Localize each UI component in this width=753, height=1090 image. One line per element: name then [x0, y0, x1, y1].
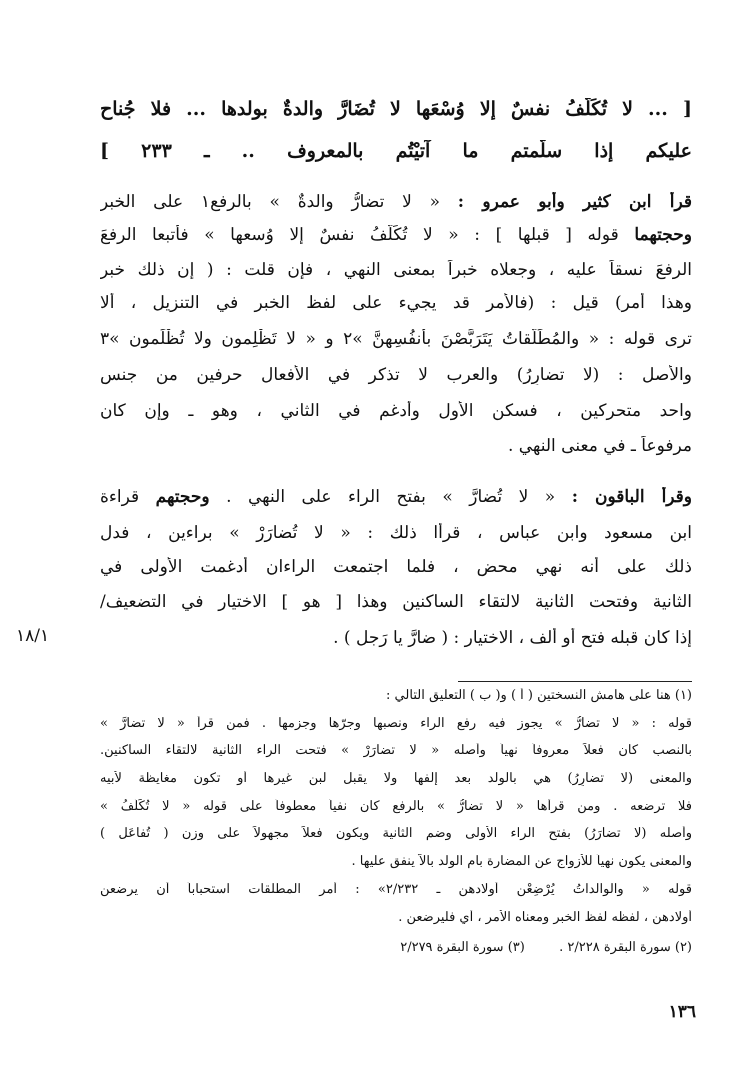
para1-line-5: ترى قوله : « والمُطَلَّقاتُ يَتَرَبَّصْنَ بأنفُسِهِنَّ »٢ و « لا تَظْلِمون ولا تُظْلَمون »٣ — [100, 329, 692, 349]
footnote-1-line-5: فلا ترضعه . ومن قرأها « لا تضارُّ » بالرفع كان نفياً معطوفاً على قوله « لا تُكَلَّفُ » — [100, 799, 692, 814]
others-bold: وقرأ الباقون : — [571, 487, 692, 507]
footnote-2-3 — [100, 940, 692, 955]
verse-line-2-text: عليكم إذا سلَّمتم ما آتيْتُم بالمعروف .. ـ ٢٣٣ ] — [100, 140, 692, 162]
footnote-1-line-4: والمعنى (لا تضارِرُ) هي بالولد بعد إلفها ولا يقبل لبن غيرها أو تكون مغايظة لأبيه — [100, 771, 692, 786]
para2-line-1-mid: « لا تُضارَّ » بفتح الراء على النهي . — [226, 487, 556, 507]
para1-line-6: والأصل : (لا تضارِرُ) والعرب لا تذكر في الأفعال حرفين من جنس — [100, 365, 692, 385]
argument2-bold: وحجتهم — [155, 487, 210, 507]
para1-line-2-text: قوله [ قبلها ] : « لا تُكَلَّفُ نفسٌ إلا وُسعها » فأتبعا الرفعَ — [100, 225, 619, 245]
para2-line-3: ذلك على أنه نهي محض ، فلما اجتمعت الراءان أدغمت الأولى في — [100, 557, 692, 577]
para2-line-5: إذا كان قبله فتح أو ألف ، الاختيار : ( ضارَّ يا رَجل ) . — [333, 628, 692, 648]
footnote-3: (٣) سورة البقرة ٢/٢٧٩ — [400, 940, 525, 955]
verse-line-1: [ ... لا تُكَلَّفُ نفسٌ إلا وُسْعَها لا تُضَارَّ والدةٌ بولدها ... فلا جُناح — [100, 98, 692, 120]
argument-bold: وحجتهما — [634, 225, 692, 245]
footnote-separator — [458, 681, 692, 682]
para1-line-8: مرفوعاً ـ في معنى النهي . — [507, 436, 692, 456]
footnote-1-line-3: بالنصب كان فعلاً معروفاً نهياً وأصله « لا تضارَرْ » فتحت الراء الثانية لالتقاء الساكنين. — [100, 743, 692, 758]
para1-line-1-text: « لا تضارُّ والدةٌ » بالرفع١ على الخبر — [100, 192, 440, 212]
para1-line-3: الرفعَ نسقاً عليه ، وجعلاه خبراً بمعنى النهي ، فإن قلت : ( إن ذلك خبر — [100, 260, 692, 280]
para2-line-1-end: قراءة — [100, 487, 140, 507]
para2-line-4: الثانية وفتحت الثانية لالتقاء الساكنين وهذا [ هو ] الاختيار في التضعيف/ — [100, 592, 692, 612]
footnote-1-line-7: والمعنى يكون نهياً للأزواج عن المضارة بأم الولد بألاّ ينفق عليها . — [351, 854, 692, 869]
verse-line-2 — [100, 140, 692, 162]
footnote-1-line-8: قوله « والوالداتُ يُرْضِعْن أولادهن ـ ٢/٢٣٢» : أمر المطلقات استحباباً أن يرضعن — [100, 882, 692, 897]
para1-line-1 — [100, 192, 692, 212]
para2-line-2: ابن مسعود وابن عباس ، قرأا ذلك : « لا تُضارَرْ » براءين ، فدل — [100, 523, 692, 543]
para1-line-7: واحد متحركين ، فسكن الأول وأدغم في الثاني ، وهو ـ وإن كان — [100, 401, 692, 421]
footnote-1-line-6: وأصله (لا تضارَرُ) بفتح الراء الأولى وضم الثانية ويكون فعلاً مجهولاً على وزن ( تُفاعَل ) — [100, 826, 692, 841]
footnote-2: (٢) سورة البقرة ٢/٢٢٨ . — [559, 940, 692, 955]
page-number: ١٣٦ — [668, 1002, 696, 1022]
para1-line-2 — [100, 225, 692, 245]
para2-line-1 — [100, 487, 692, 507]
para1-line-4: وهذا أمر) قيل : (فالأمر قد يجيء على لفظ الخبر في التنزيل ، ألا — [100, 293, 692, 313]
reader-bold: قرأ ابن كثير وأبو عمرو : — [457, 192, 692, 212]
footnote-1-line-2: قوله : « لا تضارُّ » يجوز فيه رفع الراء ونصبها وجرّها وجزمها . فمن قرأ « لا تضارَّ » — [100, 716, 692, 731]
footnote-1-line-9: أولادهن ، لفظه لفظ الخبر ومعناه الأمر ، أي فليرضعن . — [398, 910, 692, 925]
margin-reference: ١٨/١ — [16, 626, 50, 646]
footnote-1-intro: (١) هنا على هامش النسختين ( أ ) و( ب ) التعليق التالي : — [386, 688, 692, 703]
